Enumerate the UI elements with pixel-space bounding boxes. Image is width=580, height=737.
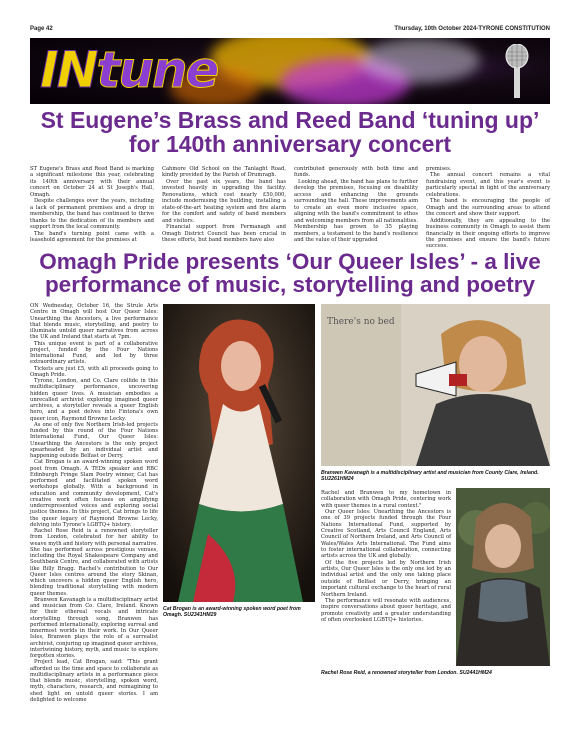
article1-column-2: Cahmore Old School on the Tanlaght Road, kindly provided by the Parish of Drumragh. Over the past six years, the band has invested heavily in upgrading the facility. Renovations, which cost nearly £50,000, include modernising the building, installing a state-of-the-art heating system and fire alarm for the comfort and safety of band members and visitors. Financial support from Fermanagh and Omagh District Council has been crucial in these efforts, but band members have also — [162, 166, 286, 243]
article2-column-2: Rachel and Branwen to my hometown in collaboration with Omagh Pride, centering work with queer themes in a rural context." Our Queer Isles: Unearthing the Ancestors is one of 39 projects funded through the Four Nations International Fund, supported by Creative Scotland, Arts Council England, Arts Council of Northern Ireland, and Arts Council of Wales/Wales Arts International. The Fund aims to foster international collaboration, connecting artists across the UK and globally. Of the five projects led by Northern Irish artists, Our Queer Isles is the only one led by an individual artist and the only one taking place outside of Belfast or Derry, bringing an important cultural exchange to the heart of rural Northern Ireland. The performance will resonate with audiences, inspire conversations about queer heritage, and promote creativity and a greater understanding of often overlooked LGBTQ+ histories. — [321, 490, 451, 623]
intune-banner — [30, 38, 550, 104]
photo-branwen-kavanagh — [321, 304, 550, 466]
article2-headline: Omagh Pride presents ‘Our Queer Isles’ - a live performance of music, storytelling and poetry — [39, 249, 541, 297]
article1-headline: St Eugene’s Brass and Reed Band ‘tuning up’ for 140th anniversary concert — [40, 107, 540, 157]
page-header — [30, 26, 550, 36]
article1-column-1: ST Eugene's Brass and Reed Band is marking a significant milestone this year, celebrating its 140th anniversary with their annual concert on October 24 at St Joseph's Hall, Omagh. Despite challenges over the years, including a lack of permanent premises and a drop in membership, the band has continued to thrive thanks to the dedication of its members and support from the local community. The band's turning point came with a leasehold agreement for the premises at — [30, 166, 154, 243]
article1-column-4: premises. The annual concert remains a vital fundraising event, and this year's event is particularly special in light of the anniversary celebrations. The band is encouraging the people of Omagh and the surrounding areas to attend the concert and show their support. Additionally, they are appealing to the business community in Omagh to assist them financially in their ongoing efforts to improve the premises and ensure the band's future success. — [426, 166, 550, 250]
article1-column-3: contributed generously with both time and funds. Looking ahead, the band has plans to further develop the premises, focusing on disability access and enhancing the grounds surrounding the hall. These improvements aim to create an even more inclusive space, aligning with the band's commitment to ethos and welcoming members from all nationalities. Membership has grown to 35 playing members, a testament to the band's resilience and the value of their upgraded — [294, 166, 418, 243]
caption-branwen-kavanagh: Branwen Kavanagh is a multidisciplinary artist and musician from County Clare, Ireland. SU2261HM24 — [321, 470, 539, 483]
photo-rachel-rose-reid — [456, 488, 550, 666]
caption-cat-brogan: Cat Brogan is an award-winning spoken word poet from Omagh. SU2341HM29 — [163, 606, 301, 619]
caption-rachel-rose-reid: Rachel Rose Reid, a renowned storyteller from London. SU2441HM24 — [321, 670, 492, 676]
publication-date-line: Thursday, 10th October 2024-TYRONE CONSTITUTION — [394, 26, 550, 32]
microphone-icon — [502, 44, 532, 98]
intune-logo: INtune — [40, 41, 218, 99]
page-number: Page 42 — [30, 26, 53, 32]
photo-cat-brogan — [163, 304, 315, 602]
article2-column-1: ON Wednesday, October 16, the Strule Arts Centre in Omagh will host Our Queer Isles: Unearthing the Ancestors, a live performance that blends music, storytelling, and poetry to illuminate untold queer narratives from across the UK and Ireland that starts at 7pm. This unique event is part of a collaborative project, funded by the Four Nations International Fund, and led by three extraordinary artists. Tickets are just £5, with all proceeds going to Omagh Pride. Tyrone, London, and Co. Clare collide in this multidisciplinary performance, uncovering hidden queer lives. A musician embodies a unrecalled archivist exploring imagined queer archives, a storyteller reveals a queer English hero, and a poet delves into Fintona's own queer icon, Raymond Browne Lecky. As one of only five Northern Irish-led projects funded by this round of the Four Nations International Fund, Our Queer Isles: Unearthing the Ancestors is the only project spearheaded by an individual artist and happening outside Belfast or Derry. Cat Brogan is an award-winning spoken word poet from Omagh. A TEDx speaker and RBC Edinburgh Fringe Slam Poetry winner, Cat has performed and facilitated spoken word workshops globally. With a background in education and community development, Cat's creative work often focuses on amplifying underrepresented voices and exploring social justice themes. In this project, Cat brings to life the queer legacy of Raymond Browne Lecky, delving into Tyrone's LGBTQ+ history. Rachel Rose Reid is a renowned storyteller from London, celebrated for her ability to weave myth and history with personal narrative. She has performed across prestigious venues, including the Royal Shakespeare Company and Southbank Centre, and collaborated with artists like Billy Bragg. Rachel's contribution to Our Queer Isles centres around the story Skinan, which uncovers a hidden queer English hero, blending traditional storytelling with modern queer themes. Branwen Kavanagh is a multidisciplinary artist and musician from Co. Clare, Ireland. Known for their ethereal vocals and intricate storytelling through song, Branwen has performed internationally, exploring surreal and innermost worlds in their work. In Our Queer Isles, Branwen plays the role of a surrealist archivist, conjuring up imagined queer archives, intertwining history, myth, and music to explore forgotten stories. Project lead, Cat Brogan, said: "This grant afforded us the time and space to collaborate as multidisciplinary artists in a performance piece that blends music, storytelling, spoken word, myth, characters, research, and reimagining to shed light on untold queer stories. I am delighted to welcome — [30, 303, 158, 703]
photo-sign-text: There's no bed — [327, 317, 395, 327]
